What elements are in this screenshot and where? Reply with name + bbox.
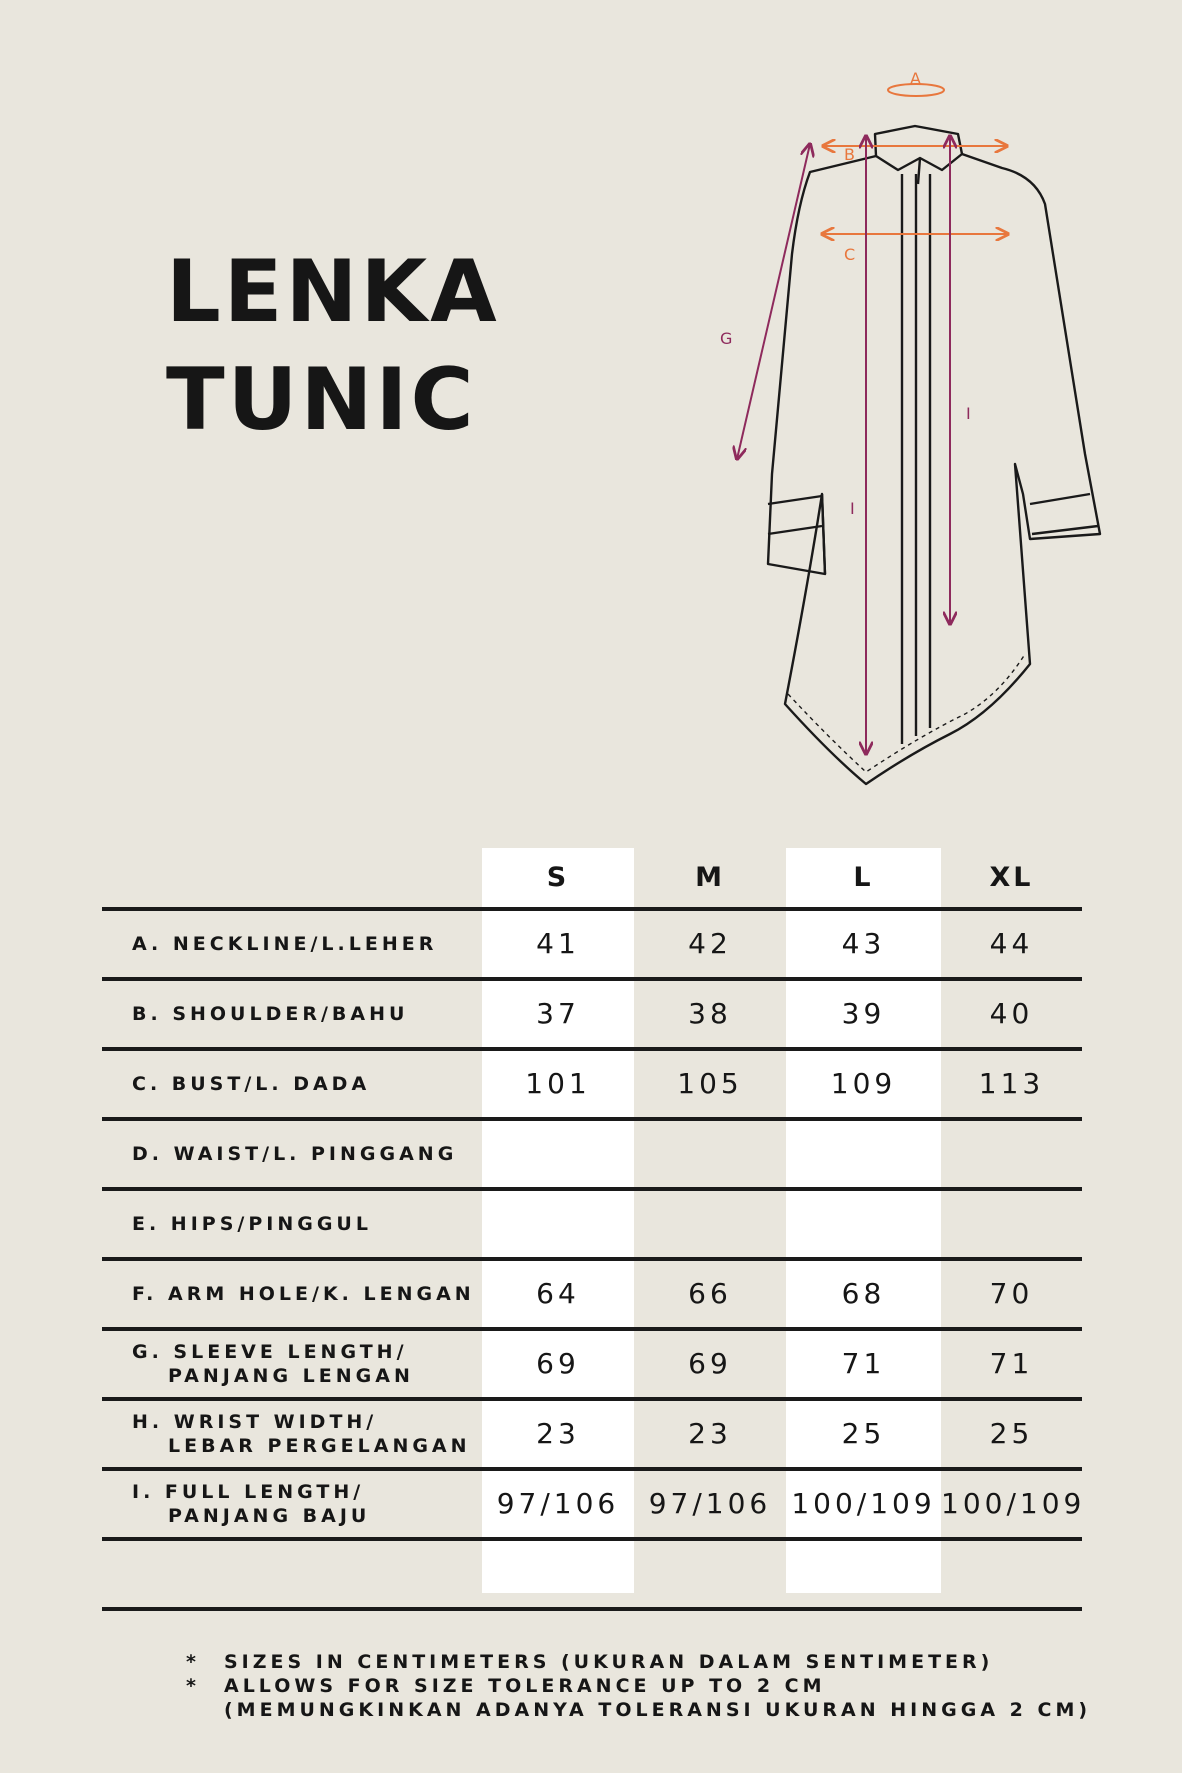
measurement-label bbox=[132, 1331, 414, 1397]
measurement-label bbox=[132, 981, 408, 1047]
table-row bbox=[102, 1257, 1082, 1327]
size-value-xl: 70 bbox=[989, 1277, 1034, 1310]
footnote-star: * bbox=[186, 1651, 200, 1673]
footnote-tolerance bbox=[186, 1674, 1091, 1698]
size-value-m bbox=[634, 1121, 786, 1187]
size-value-m bbox=[634, 1541, 786, 1607]
size-value-xl bbox=[941, 1191, 1082, 1257]
table-row bbox=[102, 1397, 1082, 1467]
label-i-right: I bbox=[966, 404, 971, 423]
measurement-label-line1: B. SHOULDER/BAHU bbox=[132, 1003, 409, 1025]
measurement-label bbox=[132, 911, 437, 977]
size-value-m: 105 bbox=[677, 1067, 743, 1100]
size-value-xl bbox=[941, 1541, 1082, 1607]
size-value-s: 69 bbox=[536, 1347, 580, 1380]
size-value-xl: 113 bbox=[978, 1067, 1045, 1100]
measurement-label-line1: I. FULL LENGTH/ bbox=[132, 1481, 365, 1503]
footnote-tolerance-translation bbox=[186, 1698, 1091, 1722]
measurement-label-line1: H. WRIST WIDTH/ bbox=[132, 1411, 378, 1433]
tunic-outline bbox=[768, 126, 1100, 784]
measurement-label-line1: D. WAIST/L. PINGGANG bbox=[132, 1143, 458, 1165]
measurement-label-line1: G. SLEEVE LENGTH/ bbox=[132, 1341, 408, 1363]
size-value-l: 109 bbox=[830, 1067, 897, 1100]
size-value-l bbox=[786, 1541, 941, 1607]
diagram-labels bbox=[720, 69, 971, 518]
label-b: B bbox=[844, 145, 855, 164]
size-value-s: 23 bbox=[536, 1417, 580, 1450]
size-value-l bbox=[786, 1191, 941, 1257]
measurement-label-line2: PANJANG LENGAN bbox=[168, 1365, 414, 1387]
product-title-line1: LENKA bbox=[166, 242, 500, 342]
measurement-label bbox=[132, 1401, 471, 1467]
size-value-l: 39 bbox=[841, 997, 886, 1030]
measurement-label-line2: LEBAR PERGELANGAN bbox=[168, 1435, 471, 1457]
size-value-l: 25 bbox=[841, 1417, 886, 1450]
size-value-m: 42 bbox=[688, 927, 732, 960]
label-g: G bbox=[720, 329, 733, 348]
size-header-s: S bbox=[546, 862, 570, 893]
size-value-xl: 40 bbox=[989, 997, 1034, 1030]
size-value-s: 101 bbox=[525, 1067, 591, 1100]
measurement-label bbox=[132, 1471, 370, 1537]
size-header-row bbox=[102, 848, 1082, 907]
footnote-units bbox=[186, 1650, 1091, 1674]
measurement-label-line2: PANJANG BAJU bbox=[168, 1505, 371, 1527]
table-row bbox=[102, 1327, 1082, 1397]
measurement-label bbox=[132, 1261, 475, 1327]
footnote-text: ALLOWS FOR SIZE TOLERANCE UP TO 2 CM bbox=[224, 1675, 826, 1697]
measurement-label bbox=[132, 1121, 457, 1187]
size-value-m: 69 bbox=[688, 1347, 732, 1380]
size-value-s bbox=[482, 1541, 634, 1607]
size-value-s: 41 bbox=[536, 927, 580, 960]
size-value-xl: 44 bbox=[989, 927, 1034, 960]
size-value-xl: 25 bbox=[989, 1417, 1034, 1450]
product-title-line2: TUNIC bbox=[166, 350, 477, 450]
footnote-star: * bbox=[186, 1675, 200, 1697]
size-value-s: 64 bbox=[536, 1277, 580, 1310]
measurement-label bbox=[132, 1051, 370, 1117]
measurement-label bbox=[132, 1191, 372, 1257]
label-c: C bbox=[844, 245, 856, 264]
table-row bbox=[102, 1187, 1082, 1257]
size-value-m: 66 bbox=[688, 1277, 732, 1310]
table-row bbox=[102, 1047, 1082, 1117]
product-title bbox=[166, 238, 500, 454]
size-value-m bbox=[634, 1191, 786, 1257]
size-value-l: 68 bbox=[841, 1277, 886, 1310]
label-i-left: I bbox=[850, 499, 855, 518]
size-value-xl: 71 bbox=[989, 1347, 1034, 1380]
table-row bbox=[102, 977, 1082, 1047]
size-value-l: 100/109 bbox=[791, 1487, 936, 1520]
size-value-m: 38 bbox=[688, 997, 732, 1030]
size-value-l bbox=[786, 1121, 941, 1187]
measurement-label-line1: F. ARM HOLE/K. LENGAN bbox=[132, 1283, 475, 1305]
size-header-l: L bbox=[853, 862, 874, 893]
size-header-xl: XL bbox=[989, 862, 1034, 893]
measurement-label-line1: C. BUST/L. DADA bbox=[132, 1073, 371, 1095]
length-measure-arrows bbox=[737, 136, 950, 754]
table-row bbox=[102, 1537, 1082, 1611]
tunic-measurement-diagram bbox=[680, 64, 1130, 804]
size-value-m: 23 bbox=[688, 1417, 732, 1450]
table-row bbox=[102, 1467, 1086, 1537]
footnote-text: (MEMUNGKINKAN ADANYA TOLERANSI UKURAN HINGGA 2 CM) bbox=[224, 1699, 1092, 1721]
size-value-s bbox=[482, 1121, 634, 1187]
measurement-label-line1: E. HIPS/PINGGUL bbox=[132, 1213, 372, 1235]
size-header-m: M bbox=[695, 862, 725, 893]
table-row bbox=[102, 907, 1082, 977]
footnotes bbox=[186, 1650, 1091, 1722]
size-value-l: 43 bbox=[841, 927, 886, 960]
size-value-s: 97/106 bbox=[496, 1487, 620, 1520]
measurement-label-line1: A. NECKLINE/L.LEHER bbox=[132, 933, 438, 955]
size-value-m: 97/106 bbox=[648, 1487, 772, 1520]
footnote-text: SIZES IN CENTIMETERS (UKURAN DALAM SENTIMETER) bbox=[224, 1651, 994, 1673]
size-value-s: 37 bbox=[536, 997, 580, 1030]
size-value-xl: 100/109 bbox=[941, 1487, 1086, 1520]
size-table-body bbox=[102, 907, 1086, 1611]
size-value-xl bbox=[941, 1121, 1082, 1187]
table-row bbox=[102, 1117, 1082, 1187]
size-value-s bbox=[482, 1191, 634, 1257]
label-a: A bbox=[910, 69, 921, 88]
size-value-l: 71 bbox=[841, 1347, 886, 1380]
size-table bbox=[102, 848, 1086, 1611]
